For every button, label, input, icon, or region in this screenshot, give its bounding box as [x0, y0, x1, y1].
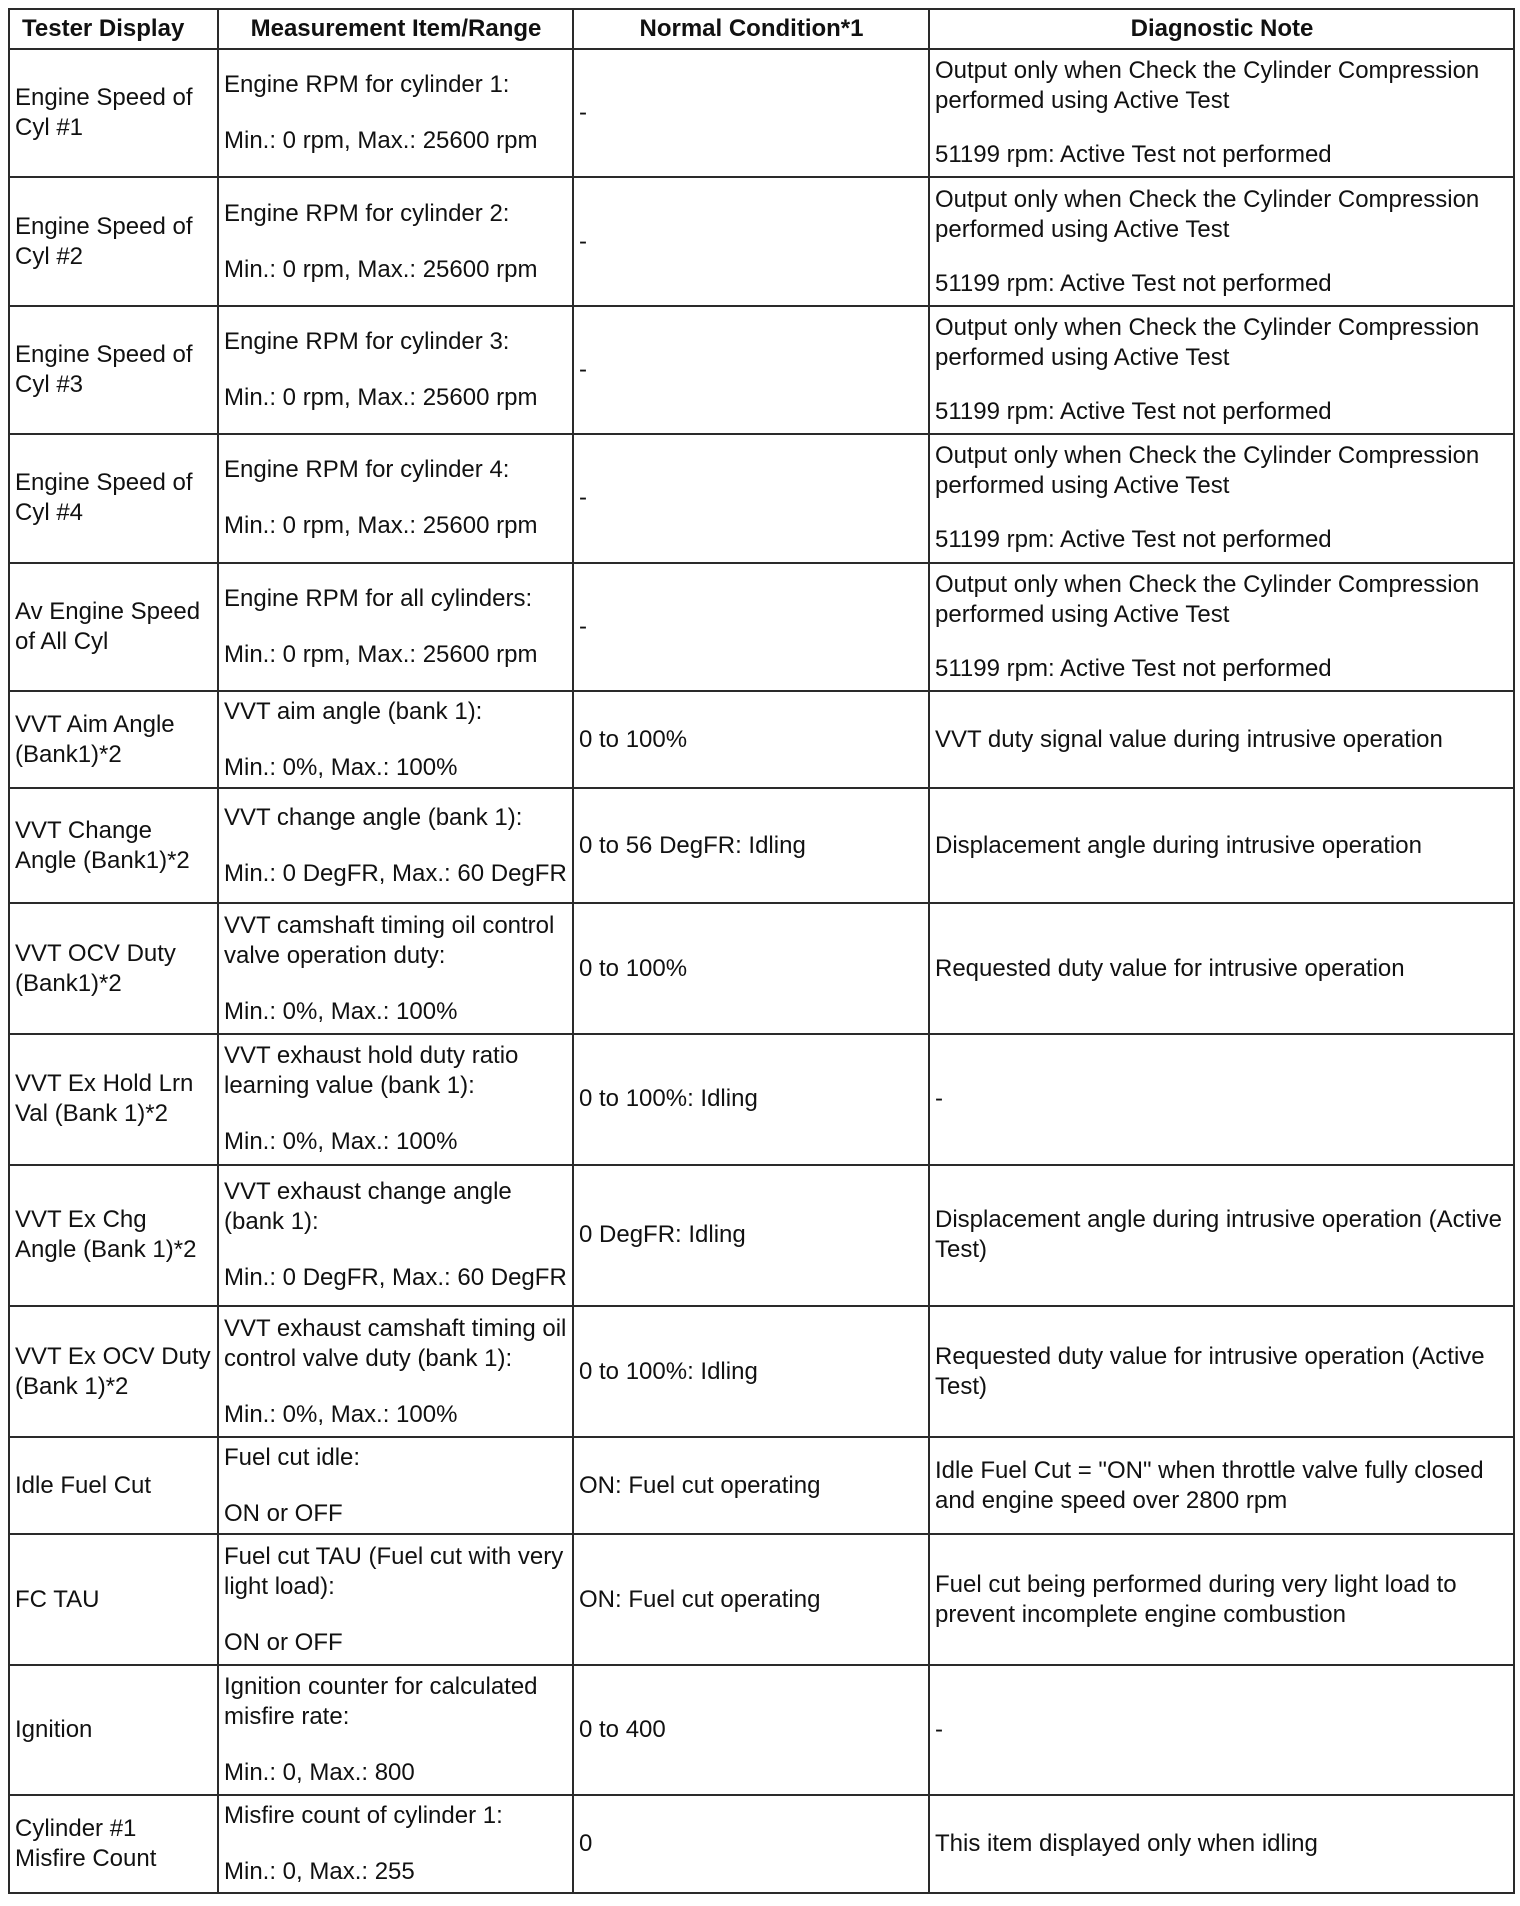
measurement-item: Ignition counter for calculated misfire rate:	[224, 1673, 538, 1731]
table-row	[9, 1034, 1514, 1165]
line-gap	[224, 357, 568, 383]
cell-normal-condition: -	[573, 306, 929, 434]
measurement-item: Fuel cut idle:	[224, 1443, 361, 1471]
cell-tester-display: Ignition	[9, 1665, 218, 1796]
measurement-item: VVT camshaft timing oil control valve operation duty:	[224, 911, 555, 969]
measurement-range: Min.: 0 rpm, Max.: 25600 rpm	[224, 640, 538, 668]
line-gap	[935, 501, 1509, 525]
line-gap	[224, 1831, 568, 1857]
cell-measurement	[218, 49, 573, 177]
measurement-item: Engine RPM for all cylinders:	[224, 584, 533, 612]
cell-measurement	[218, 1534, 573, 1665]
table-row	[9, 1534, 1514, 1665]
cell-measurement	[218, 903, 573, 1034]
cell-normal-condition: -	[573, 434, 929, 562]
measurement-range: Min.: 0, Max.: 255	[224, 1858, 415, 1886]
line-gap	[224, 971, 568, 997]
diagnostic-note-line: Displacement angle during intrusive operation	[935, 831, 1422, 859]
cell-normal-condition: 0 to 400	[573, 1665, 929, 1796]
cell-diagnostic-note	[929, 1034, 1514, 1165]
cell-tester-display: Engine Speed of Cyl #2	[9, 177, 218, 305]
line-gap	[224, 1237, 568, 1263]
diagnostic-note-line: 51199 rpm: Active Test not performed	[935, 269, 1332, 297]
diagnostic-note-line: VVT duty signal value during intrusive operation	[935, 725, 1443, 753]
measurement-range: ON or OFF	[224, 1628, 343, 1656]
diagnostic-note-line: Output only when Check the Cylinder Compression performed using Active Test	[935, 313, 1480, 371]
cell-measurement	[218, 1165, 573, 1307]
table-row	[9, 1165, 1514, 1307]
measurement-range: Min.: 0 rpm, Max.: 25600 rpm	[224, 127, 538, 155]
measurement-item: Engine RPM for cylinder 1:	[224, 71, 510, 99]
measurement-item: Engine RPM for cylinder 2:	[224, 199, 510, 227]
diagnostic-note-line: Output only when Check the Cylinder Compression performed using Active Test	[935, 185, 1480, 243]
line-gap	[935, 245, 1509, 269]
line-gap	[224, 485, 568, 511]
cell-diagnostic-note	[929, 691, 1514, 788]
cell-tester-display: Av Engine Speed of All Cyl	[9, 563, 218, 691]
table-row	[9, 1437, 1514, 1534]
table-row	[9, 788, 1514, 903]
cell-normal-condition: ON: Fuel cut operating	[573, 1534, 929, 1665]
header-diagnostic-note: Diagnostic Note	[929, 9, 1514, 49]
cell-normal-condition: 0 to 100%: Idling	[573, 1034, 929, 1165]
table-row	[9, 1306, 1514, 1437]
line-gap	[224, 100, 568, 126]
line-gap	[224, 229, 568, 255]
diagnostic-note-line: 51199 rpm: Active Test not performed	[935, 141, 1332, 169]
cell-measurement	[218, 563, 573, 691]
measurement-item: Fuel cut TAU (Fuel cut with very light load):	[224, 1542, 564, 1600]
cell-measurement	[218, 306, 573, 434]
cell-normal-condition: 0 to 100%	[573, 903, 929, 1034]
cell-diagnostic-note	[929, 1306, 1514, 1437]
cell-normal-condition: 0 to 100%	[573, 691, 929, 788]
measurement-range: Min.: 0%, Max.: 100%	[224, 997, 458, 1025]
diagnostic-note-line: 51199 rpm: Active Test not performed	[935, 654, 1332, 682]
cell-diagnostic-note	[929, 177, 1514, 305]
line-gap	[224, 727, 568, 753]
diagnostic-note-line: Output only when Check the Cylinder Compression performed using Active Test	[935, 57, 1480, 115]
table-row	[9, 563, 1514, 691]
cell-diagnostic-note	[929, 1534, 1514, 1665]
diagnostic-note-line: This item displayed only when idling	[935, 1830, 1318, 1858]
line-gap	[224, 1473, 568, 1499]
diagnostic-note-line: Output only when Check the Cylinder Compression performed using Active Test	[935, 570, 1480, 628]
cell-normal-condition: -	[573, 49, 929, 177]
table-row	[9, 306, 1514, 434]
cell-diagnostic-note	[929, 306, 1514, 434]
table-row	[9, 1665, 1514, 1796]
measurement-range: Min.: 0%, Max.: 100%	[224, 1400, 458, 1428]
line-gap	[935, 630, 1509, 654]
measurement-range: Min.: 0%, Max.: 100%	[224, 1128, 458, 1156]
line-gap	[224, 833, 568, 859]
measurement-range: Min.: 0 rpm, Max.: 25600 rpm	[224, 383, 538, 411]
cell-measurement	[218, 1306, 573, 1437]
cell-diagnostic-note	[929, 49, 1514, 177]
cell-normal-condition: 0 DegFR: Idling	[573, 1165, 929, 1307]
line-gap	[935, 373, 1509, 397]
table-row	[9, 434, 1514, 562]
cell-measurement	[218, 177, 573, 305]
diagnostic-note-line: Requested duty value for intrusive operation	[935, 954, 1405, 982]
table-row	[9, 691, 1514, 788]
cell-tester-display: VVT Ex Chg Angle (Bank 1)*2	[9, 1165, 218, 1307]
diagnostic-note-line: Fuel cut being performed during very light load to prevent incomplete engine combustion	[935, 1570, 1457, 1628]
table-row	[9, 903, 1514, 1034]
cell-measurement	[218, 434, 573, 562]
line-gap	[224, 614, 568, 640]
cell-measurement	[218, 691, 573, 788]
table-row	[9, 177, 1514, 305]
measurement-range: Min.: 0%, Max.: 100%	[224, 753, 458, 781]
diagnostic-note-line: Displacement angle during intrusive operation (Active Test)	[935, 1206, 1502, 1264]
diagnostic-note-line: 51199 rpm: Active Test not performed	[935, 397, 1332, 425]
cell-diagnostic-note	[929, 1165, 1514, 1307]
measurement-range: Min.: 0 DegFR, Max.: 60 DegFR	[224, 1264, 567, 1292]
cell-tester-display: Engine Speed of Cyl #4	[9, 434, 218, 562]
line-gap	[224, 1602, 568, 1628]
header-normal-condition: Normal Condition*1	[573, 9, 929, 49]
cell-tester-display: VVT Ex Hold Lrn Val (Bank 1)*2	[9, 1034, 218, 1165]
cell-tester-display: Engine Speed of Cyl #1	[9, 49, 218, 177]
diagnostic-note-line: -	[935, 1716, 943, 1744]
cell-diagnostic-note	[929, 563, 1514, 691]
table-header	[9, 9, 1514, 49]
cell-normal-condition: 0 to 56 DegFR: Idling	[573, 788, 929, 903]
cell-tester-display: Engine Speed of Cyl #3	[9, 306, 218, 434]
line-gap	[935, 116, 1509, 140]
diagnostic-note-line: Idle Fuel Cut = "ON" when throttle valve fully closed and engine speed over 2800 rpm	[935, 1456, 1484, 1514]
cell-measurement	[218, 1665, 573, 1796]
measurement-item: Engine RPM for cylinder 4:	[224, 456, 510, 484]
cell-normal-condition: ON: Fuel cut operating	[573, 1437, 929, 1534]
measurement-range: Min.: 0 rpm, Max.: 25600 rpm	[224, 512, 538, 540]
diagnostic-note-line: Requested duty value for intrusive operation (Active Test)	[935, 1342, 1485, 1400]
measurement-item: Misfire count of cylinder 1:	[224, 1802, 503, 1830]
measurement-range: Min.: 0 rpm, Max.: 25600 rpm	[224, 255, 538, 283]
measurement-item: VVT change angle (bank 1):	[224, 803, 523, 831]
measurement-range: ON or OFF	[224, 1499, 343, 1527]
cell-measurement	[218, 1795, 573, 1893]
header-measurement-item: Measurement Item/Range	[218, 9, 573, 49]
cell-tester-display: VVT Change Angle (Bank1)*2	[9, 788, 218, 903]
table-body	[9, 49, 1514, 1893]
cell-normal-condition: 0 to 100%: Idling	[573, 1306, 929, 1437]
line-gap	[224, 1374, 568, 1400]
measurement-item: VVT aim angle (bank 1):	[224, 697, 483, 725]
cell-normal-condition: 0	[573, 1795, 929, 1893]
cell-tester-display: Idle Fuel Cut	[9, 1437, 218, 1534]
measurement-range: Min.: 0, Max.: 800	[224, 1759, 415, 1787]
diagnostic-note-line: Output only when Check the Cylinder Compression performed using Active Test	[935, 442, 1480, 500]
measurement-item: VVT exhaust hold duty ratio learning value (bank 1):	[224, 1042, 519, 1100]
line-gap	[224, 1101, 568, 1127]
measurement-item: VVT exhaust change angle (bank 1):	[224, 1178, 512, 1236]
cell-tester-display: VVT Aim Angle (Bank1)*2	[9, 691, 218, 788]
cell-diagnostic-note	[929, 1437, 1514, 1534]
cell-normal-condition: -	[573, 563, 929, 691]
cell-diagnostic-note	[929, 434, 1514, 562]
data-list-table	[8, 8, 1515, 1894]
cell-measurement	[218, 788, 573, 903]
cell-tester-display: VVT OCV Duty (Bank1)*2	[9, 903, 218, 1034]
header-row	[9, 9, 1514, 49]
cell-tester-display: Cylinder #1 Misfire Count	[9, 1795, 218, 1893]
cell-tester-display: FC TAU	[9, 1534, 218, 1665]
cell-tester-display: VVT Ex OCV Duty (Bank 1)*2	[9, 1306, 218, 1437]
cell-measurement	[218, 1437, 573, 1534]
cell-diagnostic-note	[929, 788, 1514, 903]
line-gap	[224, 1732, 568, 1758]
cell-normal-condition: -	[573, 177, 929, 305]
cell-diagnostic-note	[929, 903, 1514, 1034]
measurement-item: Engine RPM for cylinder 3:	[224, 327, 510, 355]
diagnostic-note-line: -	[935, 1085, 943, 1113]
measurement-item: VVT exhaust camshaft timing oil control valve duty (bank 1):	[224, 1314, 567, 1372]
measurement-range: Min.: 0 DegFR, Max.: 60 DegFR	[224, 859, 567, 887]
table-row	[9, 49, 1514, 177]
cell-diagnostic-note	[929, 1665, 1514, 1796]
table-row	[9, 1795, 1514, 1893]
cell-diagnostic-note	[929, 1795, 1514, 1893]
header-tester-display: Tester Display	[9, 9, 218, 49]
cell-measurement	[218, 1034, 573, 1165]
diagnostic-note-line: 51199 rpm: Active Test not performed	[935, 526, 1332, 554]
